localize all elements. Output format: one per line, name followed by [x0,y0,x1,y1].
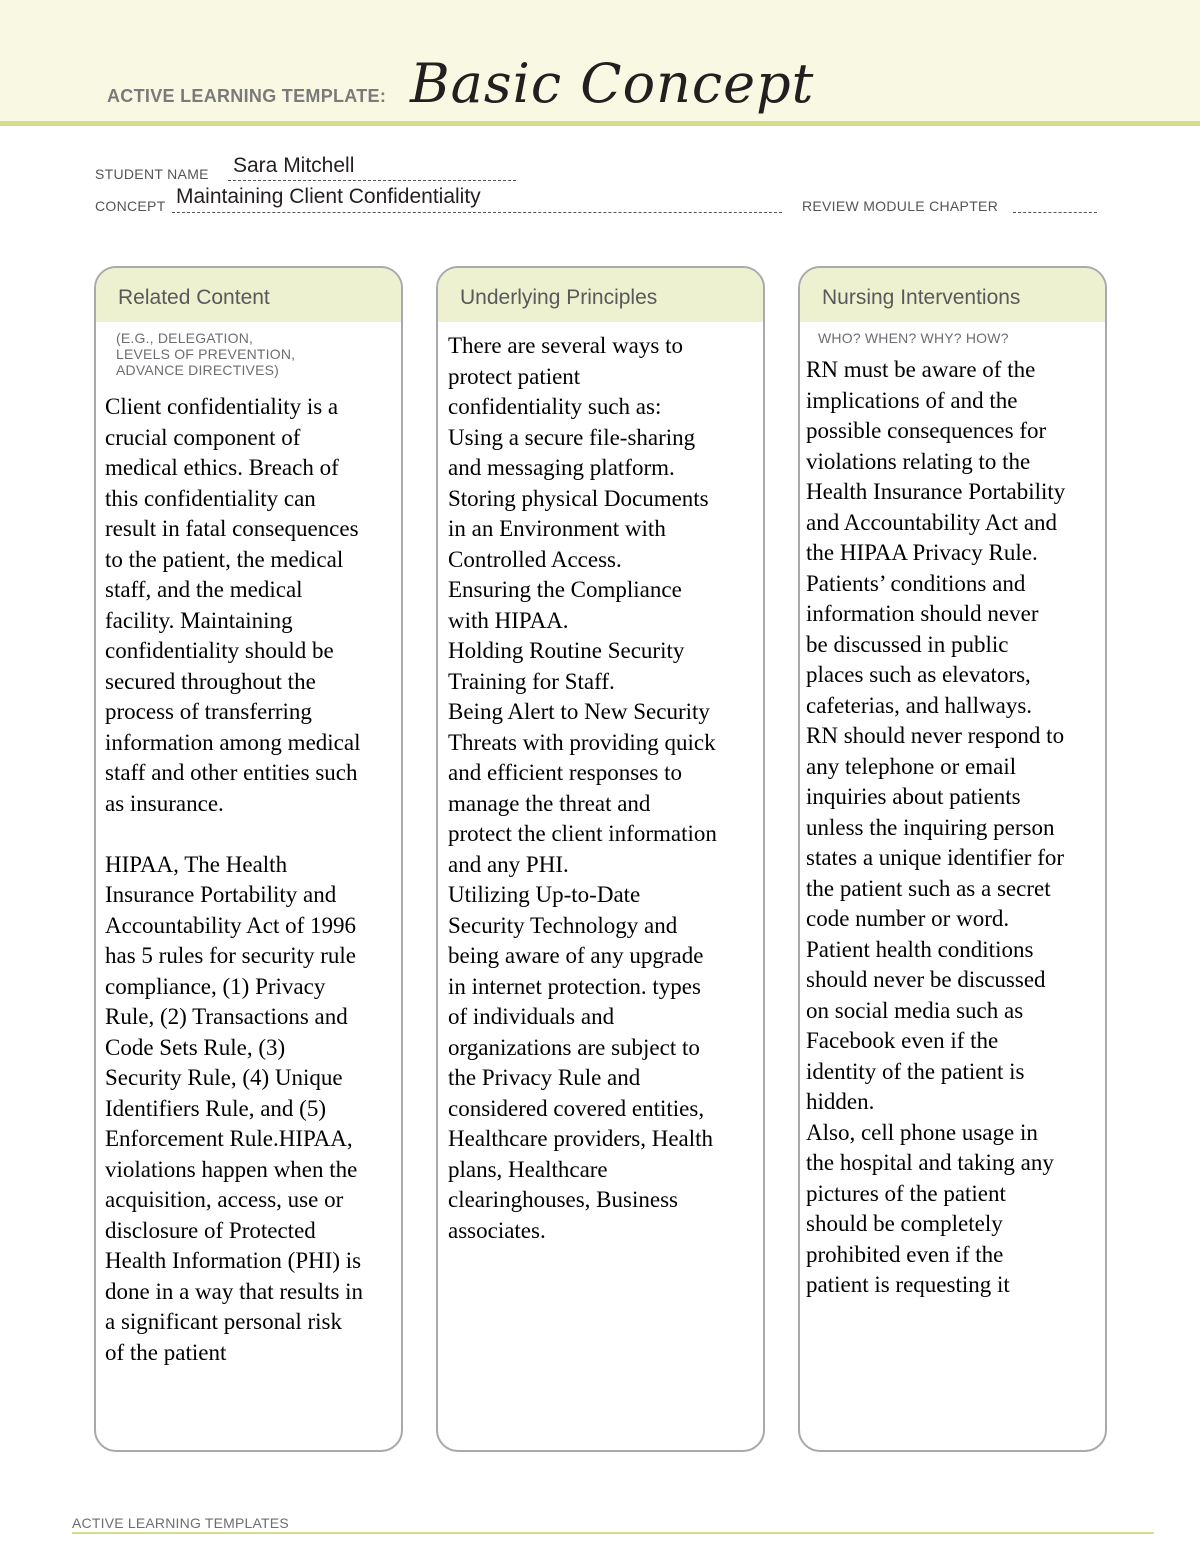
review-module-field[interactable] [1013,212,1097,213]
related-content-hint-line: (E.G., DELEGATION, [116,330,254,346]
related-content-hint [116,330,295,378]
student-name-underline [228,180,516,181]
related-content-hint-line: LEVELS OF PREVENTION, [116,346,296,362]
page-title: Basic Concept [410,52,815,115]
related-content-card [94,266,403,1452]
related-content-title: Related Content [118,286,270,309]
underlying-principles-card [436,266,765,1452]
concept-field[interactable]: Maintaining Client Confidentiality [176,185,481,208]
student-name-field[interactable]: Sara Mitchell [233,154,355,177]
footer-label: ACTIVE LEARNING TEMPLATES [72,1515,289,1531]
nursing-interventions-title: Nursing Interventions [822,286,1021,309]
nursing-interventions-text[interactable]: RN must be aware of the implications of and the possible consequences for violations relating to the Health Insurance Portability and Accountability Act and the HIPAA Privacy Rule. Patients’ conditions and information should never be discussed in public places such as elevators, cafeterias, and hallways. RN should never respond to any telephone or email inquiries about patients unless the inquiring person states a unique identifier for the patient such as a secret code number or word. Patient health conditions should never be discussed on social media such as Facebook even if the identity of the patient is hidden. Also, cell phone usage in the hospital and taking any pictures of the patient should be completely prohibited even if the patient is requesting it [806,357,1066,1297]
underlying-principles-title: Underlying Principles [460,286,658,309]
nursing-interventions-card [798,266,1107,1452]
footer-divider [72,1532,1154,1534]
concept-underline [172,212,782,213]
template-label: ACTIVE LEARNING TEMPLATE: [107,86,387,106]
concept-label: CONCEPT [95,198,166,214]
related-content-text[interactable]: Client confidentiality is a crucial component of medical ethics. Breach of this confidentiality can result in fatal consequences to the patient, the medical staff, and the medical facility. Maintaining confidentiality should be secured throughout the process of transferring information among medical staff and other entities such as insurance. HIPAA, The Health Insurance Portability and Accountability Act of 1996 has 5 rules for security rule compliance, (1) Privacy Rule, (2) Transactions and Code Sets Rule, (3) Security Rule, (4) Unique Identifiers Rule, and (5) Enforcement Rule.HIPAA, violations happen when the acquisition, access, use or disclosure of Protected Health Information (PHI) is done in a way that results in a significant personal risk of the patient [105,394,364,1365]
nursing-interventions-hint: WHO? WHEN? WHY? HOW? [818,330,1009,346]
related-content-hint-line: ADVANCE DIRECTIVES) [116,362,280,378]
student-name-label: STUDENT NAME [95,166,209,182]
review-module-label: REVIEW MODULE CHAPTER [802,198,999,214]
underlying-principles-text[interactable]: There are several ways to protect patient confidentiality such as: Using a secure file-sharing and messaging platform. Storing physical Documents in an Environment with Controlled Access. Ensuring the Compliance with HIPAA. Holding Routine Security Training for Staff. Being Alert to New Security Threats with providing quick and efficient responses to manage the threat and protect the client information and any PHI. Utilizing Up-to-Date Security Technology and being aware of any upgrade in internet protection. types of individuals and organizations are subject to the Privacy Rule and considered covered entities, Healthcare providers, Health plans, Healthcare clearinghouses, Business associates. [448,333,717,1243]
header-divider [0,121,1200,126]
